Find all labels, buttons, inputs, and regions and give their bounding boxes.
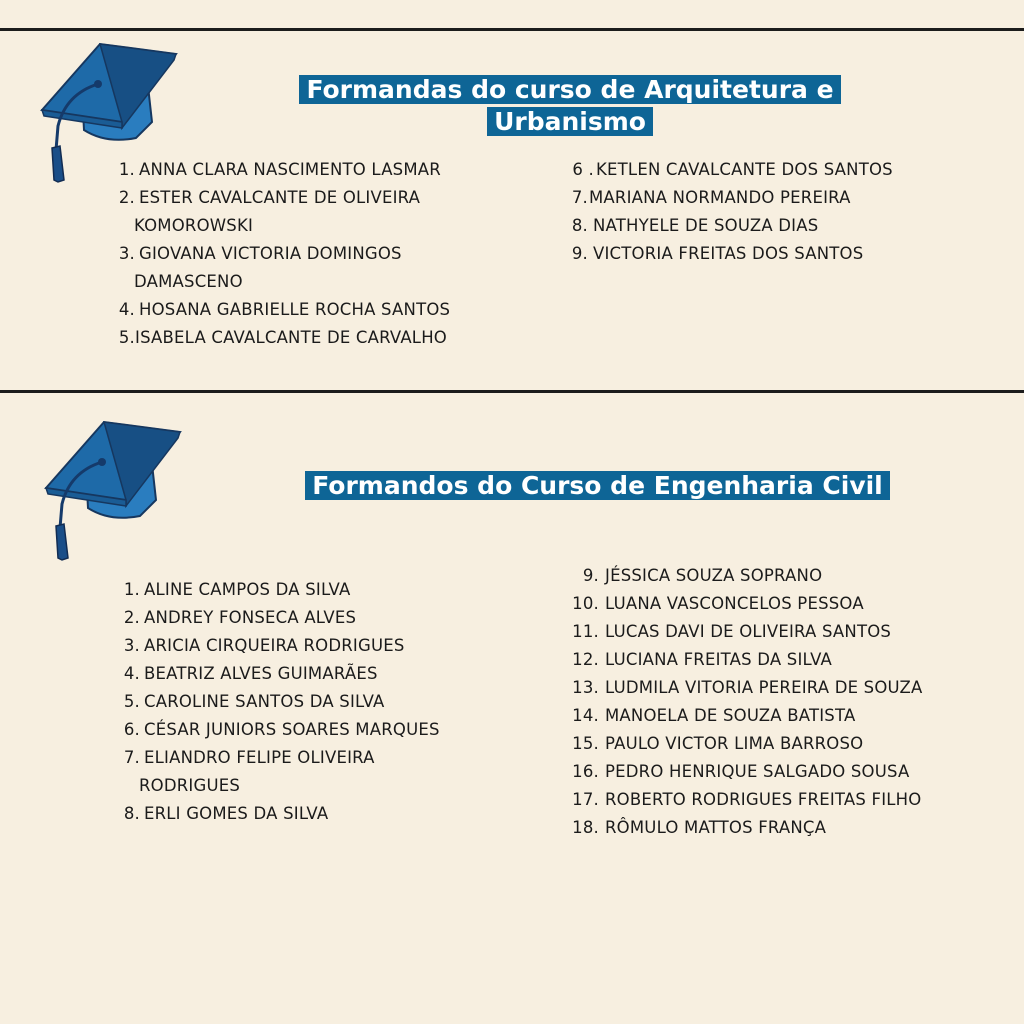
- section-1-list-left: [117, 156, 537, 352]
- list-item: 4. HOSANA GABRIELLE ROCHA SANTOS: [118, 300, 451, 319]
- list-item: 6 . KETLEN CAVALCANTE DOS SANTOS: [572, 160, 893, 179]
- section-2-list-left: [120, 576, 540, 828]
- list-item: 1. ANNA CLARA NASCIMENTO LASMAR: [118, 160, 441, 179]
- section-1-list-right: [570, 156, 990, 268]
- list-item: 12. LUCIANA FREITAS DA SILVA: [572, 650, 833, 669]
- list-item-continuation: KOMOROWSKI: [134, 216, 254, 235]
- list-item: 18. RÔMULO MATTOS FRANÇA: [572, 818, 827, 837]
- list-item: 14. MANOELA DE SOUZA BATISTA: [572, 706, 856, 725]
- section-1-title: Formandas do curso de Arquitetura e Urbanismo: [210, 74, 930, 138]
- list-item: 1. ALINE CAMPOS DA SILVA: [123, 580, 351, 599]
- section-2-list-right: [572, 562, 1012, 842]
- list-item: 15. PAULO VICTOR LIMA BARROSO: [572, 734, 864, 753]
- list-item: 7. ELIANDRO FELIPE OLIVEIRA: [123, 748, 375, 767]
- list-item: 9. VICTORIA FREITAS DOS SANTOS: [571, 244, 864, 263]
- list-item: 4. BEATRIZ ALVES GUIMARÃES: [123, 664, 378, 683]
- list-item: 11. LUCAS DAVI DE OLIVEIRA SANTOS: [572, 622, 892, 641]
- list-item: 3. GIOVANA VICTORIA DOMINGOS: [118, 244, 402, 263]
- list-item: 3. ARICIA CIRQUEIRA RODRIGUES: [123, 636, 405, 655]
- list-item: 16. PEDRO HENRIQUE SALGADO SOUSA: [572, 762, 910, 781]
- list-item-continuation: DAMASCENO: [134, 272, 243, 291]
- list-item: 2. ESTER CAVALCANTE DE OLIVEIRA: [118, 188, 421, 207]
- middle-divider: [0, 390, 1024, 393]
- section-2-title: Formandos do Curso de Engenharia Civil: [230, 470, 965, 502]
- list-item: 9. JÉSSICA SOUZA SOPRANO: [582, 566, 823, 585]
- top-divider: [0, 28, 1024, 31]
- list-item: 7. MARIANA NORMANDO PEREIRA: [571, 188, 851, 207]
- list-item: 8. ERLI GOMES DA SILVA: [123, 804, 329, 823]
- graduation-cap-icon: [40, 418, 190, 563]
- list-item: 5. CAROLINE SANTOS DA SILVA: [123, 692, 385, 711]
- list-item: 8. NATHYELE DE SOUZA DIAS: [571, 216, 819, 235]
- list-item: 2. ANDREY FONSECA ALVES: [123, 608, 357, 627]
- list-item: 10. LUANA VASCONCELOS PESSOA: [572, 594, 864, 613]
- list-item: 13. LUDMILA VITORIA PEREIRA DE SOUZA: [572, 678, 923, 697]
- list-item: 6. CÉSAR JUNIORS SOARES MARQUES: [123, 720, 440, 739]
- list-item-continuation: RODRIGUES: [139, 776, 241, 795]
- list-item: 5. ISABELA CAVALCANTE DE CARVALHO: [118, 328, 447, 347]
- list-item: 17. ROBERTO RODRIGUES FREITAS FILHO: [572, 790, 922, 809]
